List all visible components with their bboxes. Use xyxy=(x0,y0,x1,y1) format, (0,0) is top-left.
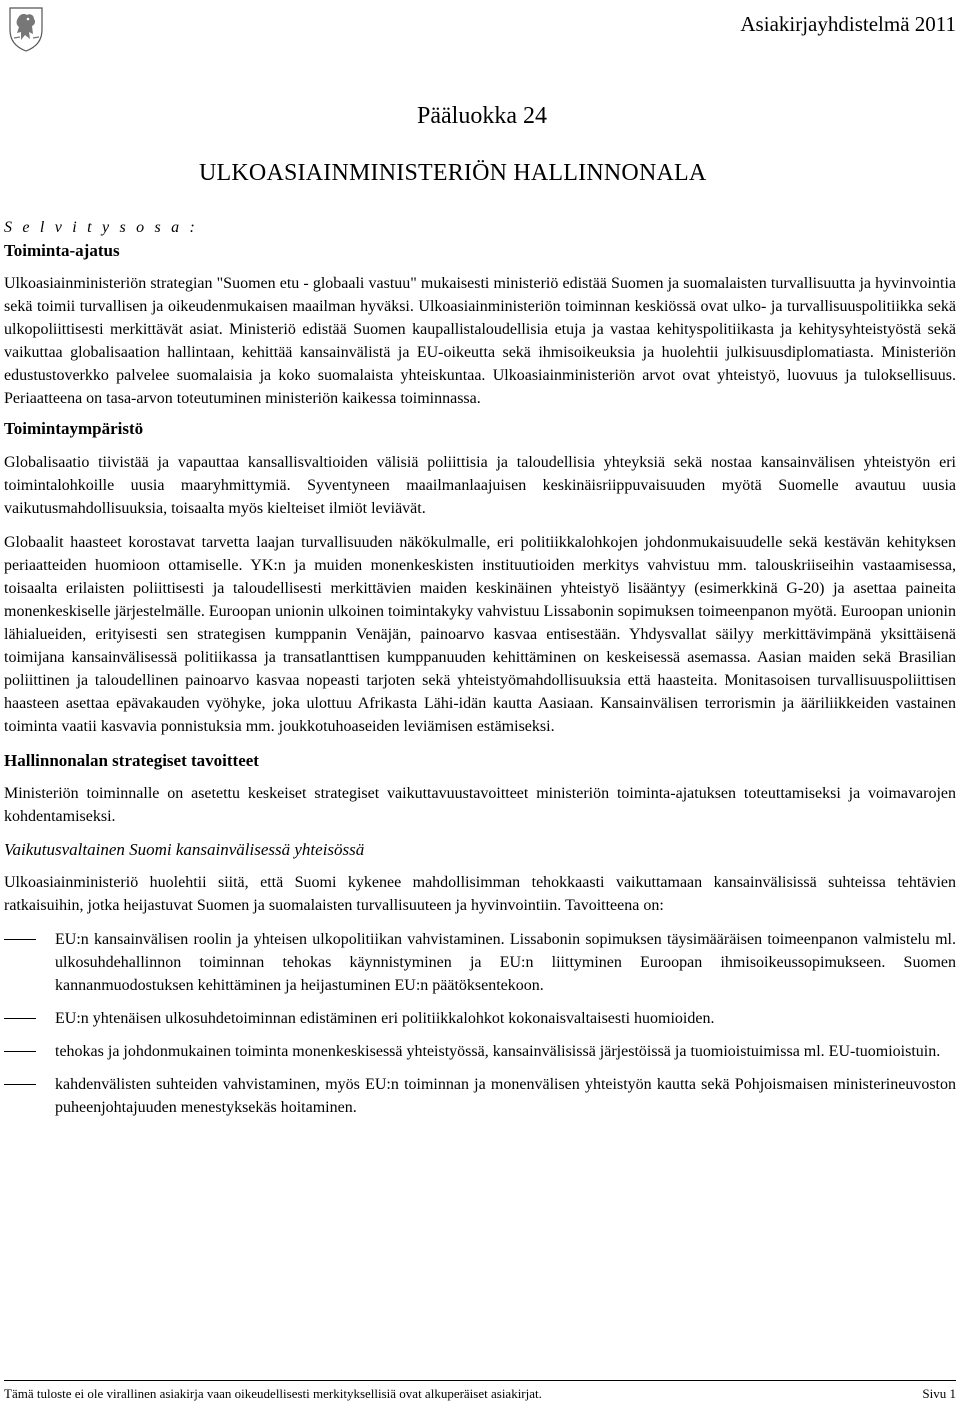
goal-list-item xyxy=(4,928,956,997)
goal-list-item xyxy=(4,1040,956,1063)
paragraph-toiminta-ajatus: Ulkoasiainministeriön strategian "Suomen etu - globaali vastuu" mukaisesti ministeriö edistää Suomen ja suomalaisten turvallisuutta ja hyvinvointia sekä toimii turvallisen ja oikeudenmukaisen maailman hyväksi. Ulkoasiainministeriön toiminnan keskiössä ovat ulko- ja turvallisuuspolitiikka sekä ulkopoliittisesti merkittävät asiat. Ministeriö edistää Suomen kaupallistaloudellisia etuja ja vastaa kehityspolitiikasta ja kehitysyhteistyöstä sekä vaikuttaa globalisaation hallintaan, kehittää kansainvälistä ja EU-oikeutta sekä ihmisoikeuksia ja huolehtii julkisuusdiplomatiasta. Ministeriön edustustoverkko palvelee suomalaisia ja koko suomalaista yhteiskuntaa. Ulkoasiainministeriön arvot ovat yhteistyö, luovuus ja tuloksellisuus. Periaatteena on tasa-arvon toteutuminen ministeriön kaikessa toiminnassa. xyxy=(4,275,956,407)
heading-strategiset-tavoitteet: Hallinnonalan strategiset tavoitteet xyxy=(4,751,259,770)
paragraph-vaikutusvaltainen-suomi: Ulkoasiainministeriö huolehtii siitä, että Suomi kykenee mahdollisimman tehokkaasti vaikuttamaan kansainvälisissä suhteissa tehtävien ratkaisuihin, jotka heijastuvat Suomen ja suomalaisten turvallisuuteen ja hyvinvointiin. Tavoitteena on: xyxy=(4,874,956,914)
footer-disclaimer: Tämä tuloste ei ole virallinen asiakirja vaan oikeudellisesti merkityksellisiä ovat alkuperäiset asiakirjat. xyxy=(4,1386,542,1401)
footer-page-number: Sivu 1 xyxy=(922,1386,956,1401)
heading-vaikutusvaltainen-suomi: Vaikutusvaltainen Suomi kansainvälisessä yhteisössä xyxy=(4,840,365,859)
part-label: S e l v i t y s o s a : xyxy=(4,219,199,236)
footer-divider xyxy=(4,1380,956,1381)
goal-text: kahdenvälisten suhteiden vahvistaminen, myös EU:n toiminnan ja monenvälisen yhteistyön kautta sekä Pohjoismaisen ministerineuvoston puheenjohtajuuden menestyksekäs hoitaminen. xyxy=(55,1076,956,1116)
dash-bullet-icon xyxy=(4,1018,36,1019)
goal-text: EU:n yhtenäisen ulkosuhdetoiminnan edistäminen eri politiikkalohkot kokonaisvaltaisesti huomioiden. xyxy=(55,1010,715,1027)
goal-list-item xyxy=(4,1073,956,1119)
goal-list xyxy=(4,928,956,1119)
paragraph-strategiset-tavoitteet: Ministeriön toiminnalle on asetettu keskeiset strategiset vaikuttavuustavoitteet ministeriön toiminta-ajatuksen toteuttamiseksi ja voimavarojen kohdentamiseksi. xyxy=(4,785,956,825)
finnish-lion-crest-icon xyxy=(6,4,46,52)
document-body xyxy=(4,216,956,1119)
section-number-text: Pääluokka 24 xyxy=(417,103,547,129)
goal-text: EU:n kansainvälisen roolin ja yhteisen ulkopolitiikan vahvistaminen. Lissabonin sopimuksen täysimääräisen toimeenpanon valmistelu ml. ulkosuhdehallinnon toiminnan tehokas käynnistyminen ja EU:n liittyminen Euroopan ihmisoikeussopimukseen. Suomen kannanmuodostuksen kehittäminen ja heijastuminen EU:n päätöksentekoon. xyxy=(55,931,956,994)
document-header-title: Asiakirjayhdistelmä 2011 xyxy=(740,12,956,36)
heading-toimintaymparisto: Toimintaympäristö xyxy=(4,419,144,438)
goal-text: tehokas ja johdonmukainen toiminta monenkeskisessä yhteistyössä, kansainvälisissä järjestöissä ja tuomioistuimissa ml. EU-tuomioistuin. xyxy=(55,1043,941,1060)
heading-toiminta-ajatus: Toiminta-ajatus xyxy=(4,241,120,260)
paragraph-toimintaymparisto-2: Globaalit haasteet korostavat tarvetta laajan turvallisuuden näkökulmalle, eri politiikkalohkojen johdonmukaisuudelle sekä kestävän kehityksen periaatteiden huomioon ottamiselle. YK:n ja muiden monenkeskisten instituutioiden merkitys vahvistuu mm. talouskriiseihin vastaamisessa, toisaalta erilaisten poliittisesti ja taloudellisesti merkittävien maiden keskinäinen yhteistyö lisääntyy (esimerkkinä G-20) ja asettaa paineita monenkeskiselle järjestelmälle. Euroopan unionin ulkoinen toimintakyky vahvistuu Lissabonin sopimuksen toimeenpanon myötä. Euroopan unionin lähialueiden, erityisesti sen strategisen kumppanin Venäjän, painoarvo kasvaa entisestään. Yhdysvallat säilyy merkittävimpänä yksittäisenä toimijana kansainvälisessä politiikassa ja transatlanttisen kumppanuuden kehittäminen on keskeisessä asemassa. Aasian maiden sekä Brasilian poliittinen ja taloudellinen painoarvo kasvaa nopeasti tarjoten sekä yhteistyömahdollisuuksia että haasteita. Monitasoisen turvallisuuspoliittisen haasteen asettaa epävakauden vyöhyke, joka ulottuu Afrikasta Lähi-idän kautta Aasiaan. Kansainvälisen terrorismin ja ääriliikkeiden vastainen toiminta vaatii kasvavia ponnistuksia mm. joukkotuhoaseiden leviämisen estämiseksi. xyxy=(4,534,956,735)
paragraph-toimintaymparisto-1: Globalisaatio tiivistää ja vapauttaa kansallisvaltioiden välisiä poliittisia ja taloudellisia yhteyksiä sekä nostaa kansainvälisen yhteistyön eri toimintalohkoille uusia maaryhmittymiä. Syventyneen maailmanlaajuisen keskinäisriippuvaisuuden myötä Suomelle avautuu uusia vaikutusmahdollisuuksia, toisaalta myös kielteiset ilmiöt leviävät. xyxy=(4,454,956,517)
section-title: ULKOASIAINMINISTERIÖN HALLINNONALA xyxy=(199,160,707,186)
dash-bullet-icon xyxy=(4,939,36,940)
section-number xyxy=(0,103,960,130)
dash-bullet-icon xyxy=(4,1051,36,1052)
dash-bullet-icon xyxy=(4,1084,36,1085)
goal-list-item xyxy=(4,1007,956,1030)
